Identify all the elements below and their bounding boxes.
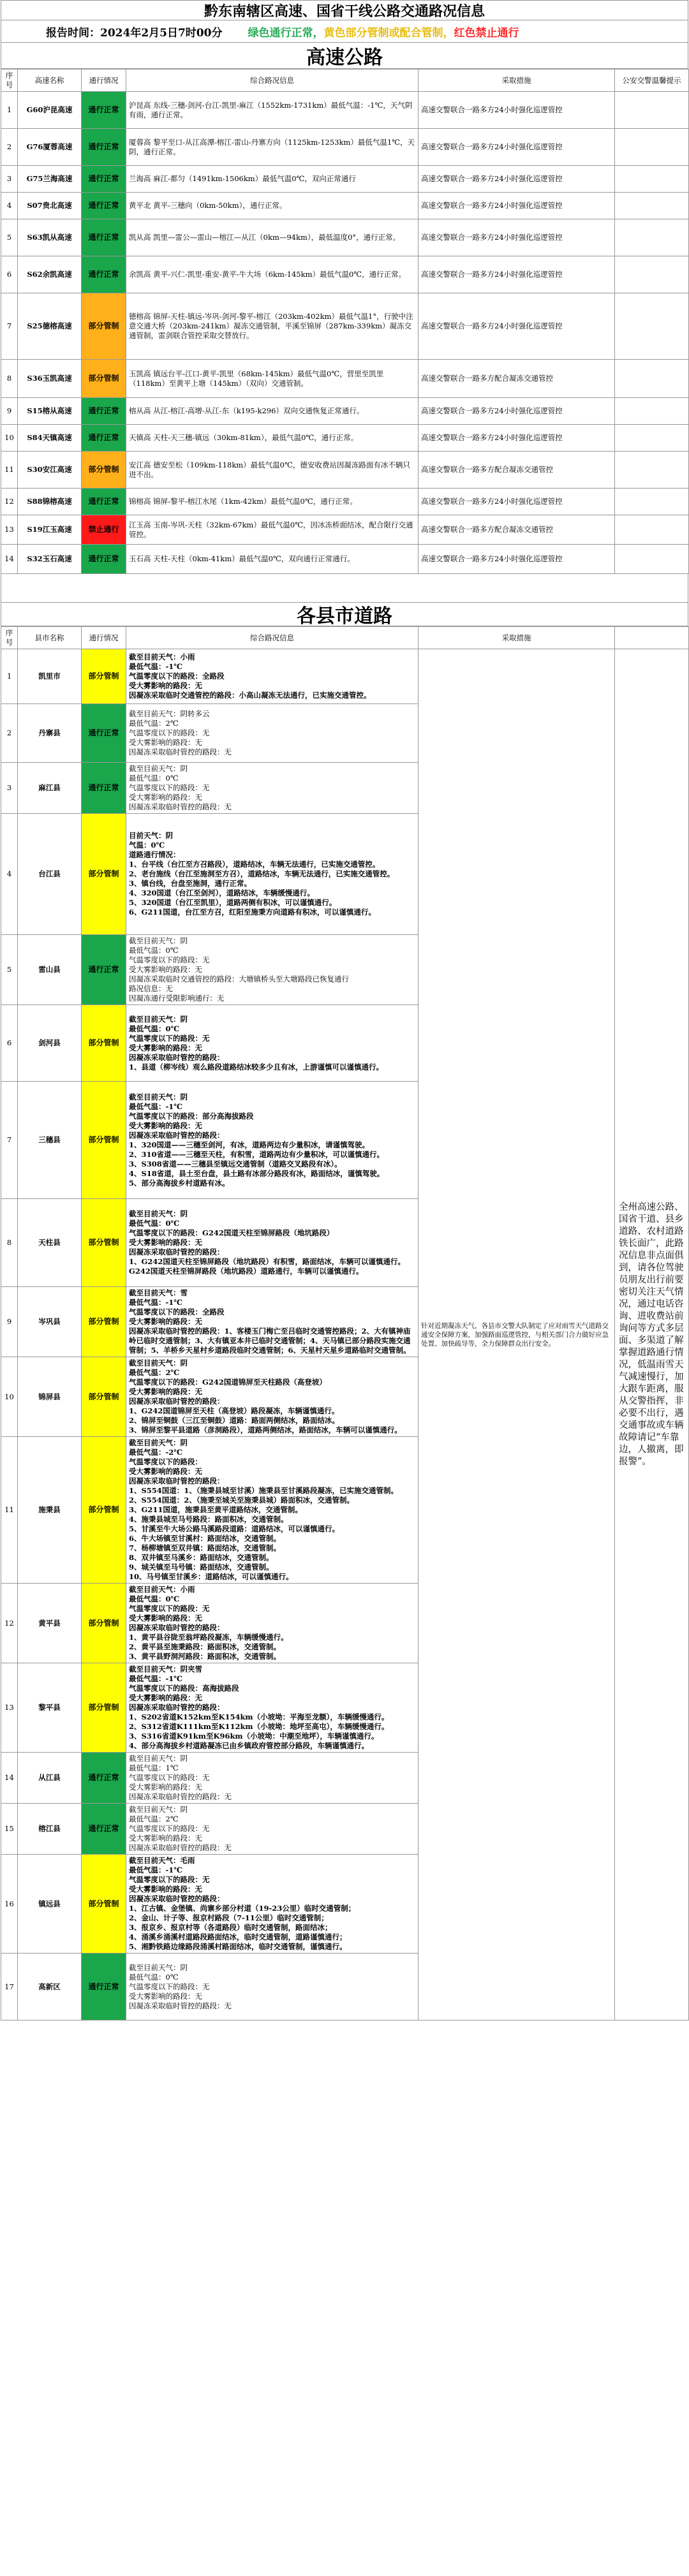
highway-row <box>1 129 689 166</box>
row-index: 13 <box>1 1663 18 1753</box>
row-index: 6 <box>1 256 18 293</box>
highway-row <box>1 398 689 425</box>
road-info: 兰海高 麻江-都匀（1491km-1506km）最低气温0℃，双向正常通行 <box>126 166 419 193</box>
row-index: 11 <box>1 452 18 489</box>
county-name: 麻江县 <box>18 763 82 814</box>
note-cell <box>615 452 689 489</box>
status-badge: 通行正常 <box>82 704 126 763</box>
row-index: 5 <box>1 935 18 1005</box>
status-badge: 部分管制 <box>82 360 126 398</box>
road-info: 截至目前天气：小雨 最低气温：-1℃ 气温零度以下的路段：全路段 受大雾影响的路段：无 因凝冻采取临时交通管控的路段：小高山凝冻无法通行，已实施交通管控。 <box>126 649 419 704</box>
status-badge: 部分管制 <box>82 1082 126 1199</box>
road-info: 余凯高 黄平-兴仁-凯里-重安-黄平-牛大场（6km-145km）最低气温0℃，通行正常。 <box>126 256 419 293</box>
road-info: 截至目前天气：阴 最低气温：0℃ 气温零度以下的路段：无 受大雾影响的路段：无 因凝冻采取临时管控的路段：无 <box>126 1954 419 2020</box>
road-info: 截至目前天气：雪 最低气温：-1℃ 气温零度以下的路段：全路段 受大雾影响的路段：无 因凝冻采取临时管控的路段：1、客楼玉门梅亡至吕临时交通管控路段；2、大有镇神庙岭已临时交通管制；3、大有镇亚本井已临时交通管制；4、天马镇已部分路段实施交通管制；5、羊桥乡天星村乡道路段临时交通管制；6、天星村天星乡道路临时交通管制。 <box>126 1287 419 1357</box>
status-badge: 通行正常 <box>82 425 126 452</box>
note-cell <box>615 489 689 515</box>
note-cell <box>615 515 689 545</box>
header-name: 高速名称 <box>18 70 82 92</box>
measure-text: 高速交警联合一路多方配合凝冻交通管控 <box>419 515 615 545</box>
county-name: 岑巩县 <box>18 1287 82 1357</box>
row-index: 9 <box>1 1287 18 1357</box>
county-name: 黄平县 <box>18 1584 82 1663</box>
highway-name: S63凯从高速 <box>18 219 82 256</box>
note-cell <box>615 545 689 574</box>
measure-text: 高速交警联合一路多方24小时强化巡逻管控 <box>419 293 615 360</box>
measure-text: 高速交警联合一路多方24小时强化巡逻管控 <box>419 545 615 574</box>
road-info: 截至目前天气：毛雨 最低气温：-1℃ 气温零度以下的路段：无 受大雾影响的路段：无 因凝冻采取临时管控的路段： 1、江古镇、金堡镇、尚寨乡部分村道（19-23公里）临时交通管制； 2、金山、计子等、报京村路段（7-11公里）临时交通管制； 3、报京乡、报京村等（各道路段）临时交通管制，路面结冰； 4、涌溪乡涌溪村道路段路面结冰，临时交通管制，道路谨慎通行； 5、湘黔铁路边缘路段涌溪村路面结冰，临时交通管制，谨慎通行。 <box>126 1855 419 1954</box>
highway-header-row <box>1 70 689 92</box>
highway-name: S15榕从高速 <box>18 398 82 425</box>
measure-text: 高速交警联合一路多方24小时强化巡逻管控 <box>419 92 615 129</box>
status-badge: 通行正常 <box>82 489 126 515</box>
highway-name: S19江玉高速 <box>18 515 82 545</box>
note-cell <box>615 193 689 219</box>
row-index: 7 <box>1 293 18 360</box>
highway-name: S25德榕高速 <box>18 293 82 360</box>
highway-row <box>1 452 689 489</box>
county-name: 施秉县 <box>18 1437 82 1584</box>
status-badge: 通行正常 <box>82 193 126 219</box>
note-cell <box>615 219 689 256</box>
report-header <box>1 20 688 43</box>
county-table <box>1 626 689 2020</box>
status-badge: 通行正常 <box>82 219 126 256</box>
status-badge: 通行正常 <box>82 763 126 814</box>
measure-text: 高速交警联合一路多方配合凝冻交通管控 <box>419 452 615 489</box>
road-info: 玉石高 天柱-天柱（0km-41km）最低气温0℃，双向通行正常通行。 <box>126 545 419 574</box>
status-badge: 部分管制 <box>82 293 126 360</box>
highway-name: G76厦蓉高速 <box>18 129 82 166</box>
road-info: 截至目前天气：阴 最低气温：0℃ 气温零度以下的路段：G242国道天柱至锦屏路段（地坑路段） 受大雾影响的路段：无 因凝冻采取临时管控的路段： 1、G242国道天柱至锦屏路段（地坑路段）有积雪，路面结冰，车辆可以谨慎通行。 G242国道天柱至锦屏路段（地坑路段）道路通行，车辆可以谨慎通行。 <box>126 1199 419 1287</box>
county-section-title: 各县市道路 <box>1 603 688 626</box>
header-info: 综合路况信息 <box>126 70 419 92</box>
header-name: 县市名称 <box>18 627 82 649</box>
row-index: 16 <box>1 1855 18 1954</box>
highway-row <box>1 193 689 219</box>
row-index: 4 <box>1 814 18 935</box>
road-info: 截至目前天气：阴 最低气温：-1℃ 气温零度以下的路段：部分高海拔路段 受大雾影响的路段：无 因凝冻采取临时管控的路段： 1、320国道——三穗至剑河，有冰，道路两边有少量积冰，请谨慎驾驶。 2、310省道——三穗至天柱，有积雪，道路两边有少量积冰，可以谨慎通行。 3、S308省道——三穗县至镇远交通管制（道路交叉路段有冰）。 4、S18省道，县土至台盘，县土路有冰部分路段有冰，路面结冰，谨慎驾驶。 5、部分高海拔乡村道路有冰。 <box>126 1082 419 1199</box>
county-name: 锦屏县 <box>18 1357 82 1437</box>
status-badge: 部分管制 <box>82 1005 126 1082</box>
county-name: 三穗县 <box>18 1082 82 1199</box>
measure-text: 高速交警联合一路多方24小时强化巡逻管控 <box>419 398 615 425</box>
status-badge: 部分管制 <box>82 1437 126 1584</box>
highway-name: S30安江高速 <box>18 452 82 489</box>
road-info: 截至目前天气：阴转多云 最低气温：2℃ 气温零度以下的路段：无 受大雾影响的路段：无 因凝冻采取临时管控的路段：无 <box>126 704 419 763</box>
status-legend <box>248 24 519 40</box>
county-name: 雷山县 <box>18 935 82 1005</box>
measure-text: 高速交警联合一路多方24小时强化巡逻管控 <box>419 129 615 166</box>
row-index: 13 <box>1 515 18 545</box>
row-index: 11 <box>1 1437 18 1584</box>
county-name: 榕江县 <box>18 1804 82 1855</box>
row-index: 17 <box>1 1954 18 2020</box>
note-cell <box>615 129 689 166</box>
row-index: 12 <box>1 489 18 515</box>
road-info: 厦蓉高 黎平至口-从江高潭-榕江-雷山-丹寨方向（1125km-1253km）最低气温1℃，天阴，通行正常。 <box>126 129 419 166</box>
county-name: 镇远县 <box>18 1855 82 1954</box>
status-badge: 部分管制 <box>82 1199 126 1287</box>
highway-name: S88锦榕高速 <box>18 489 82 515</box>
row-index: 9 <box>1 398 18 425</box>
row-index: 4 <box>1 193 18 219</box>
row-index: 15 <box>1 1804 18 1855</box>
legend-yellow: 黄色部分管制或配合管制， <box>323 26 454 40</box>
row-index: 14 <box>1 1753 18 1804</box>
row-index: 14 <box>1 545 18 574</box>
status-badge: 部分管制 <box>82 1357 126 1437</box>
legend-green: 绿色通行正常， <box>248 26 324 40</box>
status-badge: 通行正常 <box>82 92 126 129</box>
header-measure: 采取措施 <box>419 70 615 92</box>
highway-row <box>1 166 689 193</box>
county-name: 天柱县 <box>18 1199 82 1287</box>
measure-text: 高速交警联合一路多方24小时强化巡逻管控 <box>419 489 615 515</box>
note-cell <box>615 166 689 193</box>
highway-name: S62余凯高速 <box>18 256 82 293</box>
row-index: 2 <box>1 704 18 763</box>
measure-text: 高速交警联合一路多方24小时强化巡逻管控 <box>419 256 615 293</box>
highway-row <box>1 489 689 515</box>
measure-text: 高速交警联合一路多方24小时强化巡逻管控 <box>419 219 615 256</box>
road-info: 玉凯高 镇远台平-江口-黄平-凯里（68km-145km）最低气温0℃，营里至凯里（118km）至黄平上塘（145km）（双向）交通管制。 <box>126 360 419 398</box>
measure-text: 高速交警联合一路多方24小时强化巡逻管控 <box>419 166 615 193</box>
header-idx: 序号 <box>1 627 18 649</box>
road-info: 截至目前天气：阴 最低气温：2℃ 气温零度以下的路段：无 受大雾影响的路段：无 因凝冻采取临时管控的路段：无 <box>126 1804 419 1855</box>
road-info: 截至目前天气：阴 最低气温：-2℃ 气温零度以下的路段： 受大雾影响的路段：无 因凝冻采取临时管控的路段： 1、S554国道：1、（施秉县城至甘溪）施秉县至甘溪路段凝冻，已实施交通管制。 2、S554国道：2、（施秉至城关至施秉县城）路面积冰，交通管制。 3、G211国道，施秉县至黄平道路结冰，交通管制。 4、施秉县城至马号路段：路面积冰，交通管制。 5、甘溪至牛大场公路马溪路段道路：道路结冰，可以谨慎通行。 6、牛大场镇至甘溪村：路面结冰，交通管制。 7、杨柳塘镇至双井镇：路面结冰，交通管制。 8、双井镇至马溪乡：路面结冰，交通管制。 9、城关镇至马号镇：路面结冰，交通管制。 10、马号镇至甘溪乡：道路结冰，可以谨慎通行。 <box>126 1437 419 1584</box>
safety-note: 全州高速公路、国省干道、县乡道路、农村道路铁长面广，此路况信息非点面俱到，请各位驾驶员朋友出行前要密切关注天气情况，通过电话咨询、进收费站前询问等方式多层面、多渠道了解掌握道路通行情况，低温雨雪天气减速慢行，加大跟车距离，服从交警指挥，非必要不出行，遇交通事故或车辆故障请记“车靠边，人撤离，即报警”。 <box>615 649 689 2020</box>
road-info: 黄平北 黄平-三穗向（0km-50km），通行正常。 <box>126 193 419 219</box>
highway-name: S07贵北高速 <box>18 193 82 219</box>
road-info: 截至目前天气：阴 最低气温：0℃ 气温零度以下的路段：无 受大雾影响的路段：无 因凝冻采取临时交通管控的路段：大塘镇桥头至大塘路段已恢复通行 路况信息：无 因凝冻通行受限影响通行：无 <box>126 935 419 1005</box>
status-badge: 部分管制 <box>82 452 126 489</box>
highway-name: S84天镇高速 <box>18 425 82 452</box>
page-title: 黔东南辖区高速、国省干线公路交通路况信息 <box>1 0 688 20</box>
row-index: 12 <box>1 1584 18 1663</box>
highway-name: S32玉石高速 <box>18 545 82 574</box>
county-header-row <box>1 627 689 649</box>
status-badge: 通行正常 <box>82 1753 126 1804</box>
highway-section-title: 高速公路 <box>1 43 688 69</box>
road-info: 截至目前天气：阴夹雪 最低气温：-1℃ 气温零度以下的路段：高海拔路段 受大雾影响的路段：无 因凝冻采取临时管控的路段： 1、S202省道K152km至K154km（小坡坳：平海至龙额），车辆缓慢通行。 2、S312省道K111km至K112km（小坡坳：地坪至高屯），车辆缓慢通行。 3、S316省道K91km至K96km（小坡坳：中潮至地坪），车辆谨慎通行。 4、部分高海拔乡村道路凝冻已由乡镇政府管控部分路段，车辆谨慎通行。 <box>126 1663 419 1753</box>
road-info: 天镇高 天柱-天三穗-镇远（30km-81km），最低气温0℃，通行正常。 <box>126 425 419 452</box>
row-index: 10 <box>1 1357 18 1437</box>
row-index: 6 <box>1 1005 18 1082</box>
row-index: 7 <box>1 1082 18 1199</box>
status-badge: 通行正常 <box>82 129 126 166</box>
road-info: 截至目前天气：阴 最低气温：0℃ 气温零度以下的路段：无 受大雾影响的路段：无 因凝冻采取临时管控的路段： 1、县道（柳岑线）观么路段道路结冰较多少且有冰，上游谨慎可以谨慎通行。 <box>126 1005 419 1082</box>
legend-red: 红色禁止通行 <box>454 26 519 40</box>
highway-row <box>1 425 689 452</box>
road-info: 截至目前天气：阴 最低气温：2℃ 气温零度以下的路段：G242国道锦屏至天柱路段（高登坡） 受大雾影响的路段：无 因凝冻采取临时管控的路段： 1、G242国道锦屏至天柱（高登坡）路段凝冻，车辆谨慎通行。 2、锦屏至铜鼓（三江至铜鼓）道路：路面两侧结冰，路面结冰。 3、锦屏至黎平县道路（彦洞路段），道路两侧结冰，路面结冰，车辆可以谨慎通行。 <box>126 1357 419 1437</box>
highway-table <box>1 69 689 574</box>
road-info: 德榕高 锦屏-天柱-镇远-岑巩-剑河-黎平-榕江（203km-402km）最低气温1°，行驶中注意交通大桥（203km-241km）凝冻交通管制，平溪至锦屏（287km-339km）凝冻交通管制，雷剑联合管控采取交替放行。 <box>126 293 419 360</box>
road-info: 江玉高 玉南-岑巩-天柱（32km-67km）最低气温0℃，因冰冻桥面结冰，配合限行交通管控。 <box>126 515 419 545</box>
header-status: 通行情况 <box>82 70 126 92</box>
row-index: 8 <box>1 1199 18 1287</box>
highway-row <box>1 360 689 398</box>
county-name: 丹寨县 <box>18 704 82 763</box>
note-cell <box>615 256 689 293</box>
row-index: 10 <box>1 425 18 452</box>
row-index: 5 <box>1 219 18 256</box>
status-badge: 通行正常 <box>82 1804 126 1855</box>
highway-name: G75兰海高速 <box>18 166 82 193</box>
road-info: 截至目前天气：小雨 最低气温：0℃ 气温零度以下的路段：无 受大雾影响的路段：无 因凝冻采取临时管控的路段： 1、黄平县谷陇至翁坪路段凝冻，车辆缓慢通行。 2、黄平县至施秉路段：路面积冰，交通管制。 3、黄平县野洞河路段：路面积冰，交通管制。 <box>126 1584 419 1663</box>
header-info: 综合路况信息 <box>126 627 419 649</box>
county-row <box>1 649 689 704</box>
status-badge: 通行正常 <box>82 166 126 193</box>
header-note: 公安交警温馨提示 <box>615 70 689 92</box>
measure-text: 针对近期凝冻天气，各县市交警大队制定了应对雨雪天气道路交通安全保障方案，加强路面巡逻管控，与相关部门合力做好应急处置、加快疏导等，全力保障群众出行安全。 <box>419 649 615 2020</box>
highway-row <box>1 545 689 574</box>
highway-row <box>1 293 689 360</box>
status-badge: 部分管制 <box>82 814 126 935</box>
note-cell <box>615 92 689 129</box>
note-cell <box>615 293 689 360</box>
header-status: 通行情况 <box>82 627 126 649</box>
row-index: 3 <box>1 166 18 193</box>
row-index: 8 <box>1 360 18 398</box>
county-name: 黎平县 <box>18 1663 82 1753</box>
status-badge: 部分管制 <box>82 1584 126 1663</box>
header-measure: 采取措施 <box>419 627 615 649</box>
status-badge: 通行正常 <box>82 256 126 293</box>
status-badge: 部分管制 <box>82 1287 126 1357</box>
header-note-empty <box>615 627 689 649</box>
highway-row <box>1 515 689 545</box>
status-badge: 通行正常 <box>82 398 126 425</box>
road-info: 榕从高 从江-榕江-高增-从江-东（k195-k296）双向交通恢复正常通行。 <box>126 398 419 425</box>
note-cell <box>615 360 689 398</box>
county-name: 从江县 <box>18 1753 82 1804</box>
measure-text: 高速交警联合一路多方24小时强化巡逻管控 <box>419 425 615 452</box>
header-idx: 序号 <box>1 70 18 92</box>
note-cell <box>615 425 689 452</box>
row-index: 2 <box>1 129 18 166</box>
section-spacer <box>1 574 688 603</box>
highway-name: S36玉凯高速 <box>18 360 82 398</box>
county-name: 台江县 <box>18 814 82 935</box>
road-info: 目前天气：阴 气温：0℃ 道路通行情况： 1、台平线（台江至方召路段），道路结冰，车辆无法通行，已实施交通管控。 2、老台施线（台江至施洞至方召），道路结冰，车辆无法通行，已实施交通管控。 3、镇台线，台盘至施洞，通行正常。 4、320国道（台江至剑河），道路结冰，车辆缓慢通行。 5、320国道（台江至凯里），道路两侧有积冰，可以谨慎通行。 6、G211国道，台江至方召，红阳至施秉方向道路有积冰，可以谨慎通行。 <box>126 814 419 935</box>
status-badge: 通行正常 <box>82 545 126 574</box>
report-time: 报告时间：2024年2月5日7时00分 <box>46 26 223 40</box>
status-badge: 禁止通行 <box>82 515 126 545</box>
status-badge: 部分管制 <box>82 649 126 704</box>
road-info: 锦榕高 锦屏-黎平-榕江水尾（1km-42km）最低气温0℃，通行正常。 <box>126 489 419 515</box>
measure-text: 高速交警联合一路多方24小时强化巡逻管控 <box>419 193 615 219</box>
road-info: 截至目前天气：阴 最低气温：1℃ 气温零度以下的路段：无 受大雾影响的路段：无 因凝冻采取临时管控的路段：无 <box>126 1753 419 1804</box>
highway-row <box>1 219 689 256</box>
road-info: 截至目前天气：阴 最低气温：0℃ 气温零度以下的路段：无 受大雾影响的路段：无 因凝冻采取临时管控的路段：无 <box>126 763 419 814</box>
road-info: 安江高 德安至松（109km-118km）最低气温0℃，德安收费站因凝冻路面有冰不辆只进不出。 <box>126 452 419 489</box>
county-name: 凯里市 <box>18 649 82 704</box>
county-name: 高新区 <box>18 1954 82 2020</box>
status-badge: 通行正常 <box>82 1954 126 2020</box>
road-info: 凯从高 凯里—雷公—雷山—榕江—从江（0km—94km），最低温度0°，通行正常。 <box>126 219 419 256</box>
report-sheet <box>1 0 688 2020</box>
status-badge: 通行正常 <box>82 935 126 1005</box>
road-info: 沪昆高 东线-三穗-剑河-台江-凯里-麻江（1552km-1731km）最低气温：-1℃，天气阴有雨，通行正常。 <box>126 92 419 129</box>
county-name: 剑河县 <box>18 1005 82 1082</box>
highway-row <box>1 256 689 293</box>
highway-name: G60沪昆高速 <box>18 92 82 129</box>
highway-row <box>1 92 689 129</box>
row-index: 1 <box>1 92 18 129</box>
note-cell <box>615 398 689 425</box>
status-badge: 部分管制 <box>82 1855 126 1954</box>
status-badge: 部分管制 <box>82 1663 126 1753</box>
row-index: 1 <box>1 649 18 704</box>
row-index: 3 <box>1 763 18 814</box>
measure-text: 高速交警联合一路多方配合凝冻交通管控 <box>419 360 615 398</box>
